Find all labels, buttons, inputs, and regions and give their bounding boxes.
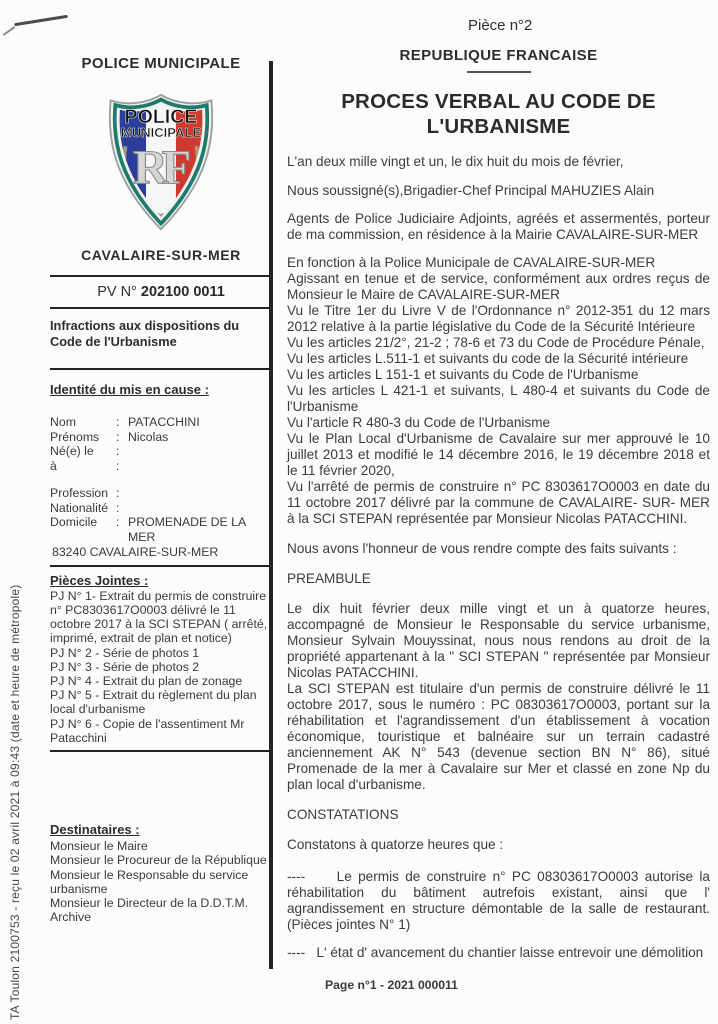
pj-item: PJ N° 3 - Série de photos 2 (50, 659, 200, 674)
vu-item: Vu les articles 21/2°, 21-2 ; 78-6 et 73 du Code de Procédure Pénale, (287, 334, 705, 350)
identity-label: Profession (50, 486, 109, 501)
identity-row (50, 459, 272, 474)
identity-row (50, 415, 272, 430)
vu-item: Vu le Plan Local d'Urbanisme de Cavalaire sur mer approuvé le 10 juillet 2013 et modifié le 14 décembre 2016, le 19 décembre 2018 et le 11 février 2020, (287, 430, 710, 478)
identity-label: Domicile (50, 515, 98, 530)
identity-value (128, 444, 272, 459)
sidebar-rule (50, 565, 272, 567)
vu-item: Vu les articles L.511-1 et suivants du code de la Sécurité intérieure (287, 350, 689, 366)
identity-colon: : (116, 515, 120, 530)
vu-item: Vu l'arrêté de permis de construire n° PC 8303617O0003 en date du 11 octobre 2017 délivré par la commune de CAVALAIRE- SUR- MER à la SCI STEPAN représentée par Monsieur Nicolas PATACCHINI. (287, 478, 710, 526)
identity-label: Nationalité (50, 500, 109, 515)
sidebar-rule (50, 750, 272, 752)
vu-item: Vu l'article R 480-3 du Code de l'Urbanisme (287, 414, 551, 430)
badge-municipale-text: MUNICIPALE (120, 124, 202, 140)
vu-block (287, 255, 710, 527)
vu-item: Vu le Titre 1er du Livre V de l'Ordonnance n° 2012-351 du 12 mars 2012 relative à la partie législative du Code de la Sécurité Intérieure (287, 302, 710, 334)
badge-shield-icon (105, 87, 217, 237)
destinataire-item: Archive (50, 910, 92, 925)
vu-item: Agissant en tenue et de service, conformément aux ordres reçus de Monsieur le Maire de CAVALAIRE-SUR-MER (287, 270, 710, 302)
sidebar (50, 55, 272, 924)
republic-underline (467, 71, 531, 73)
pj-item: PJ N° 2 - Série de photos 1 (50, 645, 200, 660)
constatations-heading: CONSTATATIONS (287, 806, 399, 822)
identity-value (128, 501, 272, 516)
identity-colon: : (116, 444, 120, 459)
vu-item: En fonction à la Police Municipale de CAVALAIRE-SUR-MER (287, 254, 656, 270)
constatons-line: Constatons à quatorze heures que : (287, 836, 504, 852)
preambule-heading: PREAMBULE (287, 570, 371, 586)
pieces-jointes-title: Pièces Jointes : (50, 572, 149, 588)
paragraph-soussigne: Nous soussigné(s),Brigadier-Chef Principal MAHUZIES Alain (287, 182, 655, 198)
identity-section (50, 382, 272, 560)
identity-value: PATACCHINI (128, 415, 200, 430)
pv-label: PV N° (97, 283, 137, 300)
destinataire-item: Monsieur le Maire (50, 839, 148, 854)
destinataire-item: Monsieur le Directeur de la D.D.T.M. (50, 896, 249, 910)
document-title: PROCES VERBAL AU CODE DE L'URBANISME (341, 89, 656, 138)
tribunal-receipt-stamp: TA Toulon 2100753 - reçu le 02 avril 2021 à 09:43 (date et heure de métropole) (8, 584, 22, 1020)
constat-item: ---- Le permis de construire n° PC 08303617O0003 autorise la réhabilitation du bâtiment autrefois existant, ainsi que l' agrandissement en structure démontable de la salle de restaurant. (Pièces jointes N° 1) (287, 868, 710, 932)
identity-gap (50, 473, 272, 486)
identity-colon: : (116, 486, 120, 501)
identity-label: à (50, 458, 57, 473)
pieces-jointes-section (50, 573, 272, 745)
scan-artifact-line (14, 15, 68, 26)
destinataire-item: Monsieur le Procureur de la République (50, 853, 267, 868)
identity-label: Nom (50, 415, 76, 430)
identity-address-line: 83240 CAVALAIRE-SUR-MER (52, 545, 219, 560)
pj-item: PJ N° 6 - Copie de l'assentiment Mr Patacchini (50, 716, 245, 745)
identity-value: Nicolas (128, 429, 169, 444)
identity-row (50, 501, 272, 516)
identity-row (50, 444, 272, 459)
identity-row (50, 515, 272, 544)
identity-label: Né(e) le (50, 444, 94, 459)
paragraph-agents: Agents de Police Judiciaire Adjoints, agréés et assermentés, porteur de ma commission, en résidence à la Mairie CAVALAIRE-SUR-MER (287, 210, 710, 242)
pj-item: PJ N° 5 - Extrait du règlement du plan local d'urbanisme (50, 688, 257, 717)
identity-colon: : (116, 415, 120, 430)
police-municipale-badge (105, 87, 217, 237)
pv-number: 202100 0011 (140, 283, 225, 300)
paragraph-date: L'an deux mille vingt et un, le dix huit du mois de février, (287, 153, 624, 169)
preambule-paragraph: La SCI STEPAN est titulaire d'un permis de construire délivré le 11 octobre 2017, sous le numéro : PC 08303617O0003, portant sur la réhabilitation et l'agrandissement d'un établissement à vocation économique, touristique et balnéaire sur un terrain cadastré anciennement AK N° 543 (devenue section BN N° 86), situé Promenade de la mer à Cavalaire sur Mer et classé en zone Np du plan local d'urbanisme. (287, 680, 710, 792)
identity-label: Prénoms (50, 429, 100, 444)
identity-value (128, 459, 272, 474)
destinataires-section (50, 822, 272, 924)
preambule-paragraph: Le dix huit février deux mille vingt et un à quatorze heures, accompagné de Monsieur le Responsable du service urbanisme, Monsieur Sylvain Mouyssinat, nous nous rendons au droit de la propriété appartenant à la " SCI STEPAN " représentée par Monsieur Nicolas PATACCHINI. (287, 600, 710, 680)
identity-colon: : (116, 458, 120, 473)
vu-item: Vu les articles L 151-1 et suivants du Code de l'Urbanisme (287, 366, 639, 382)
city-name: CAVALAIRE-SUR-MER (81, 246, 241, 263)
scan-artifact-mark (3, 26, 16, 36)
piece-number-label: Pièce n°2 (468, 17, 533, 34)
sidebar-rule (50, 368, 272, 370)
main-column (287, 48, 710, 993)
destinataire-item: Monsieur le Responsable du service urbanisme (50, 867, 249, 896)
paragraph-honneur: Nous avons l'honneur de vous rendre compte des faits suivants : (287, 540, 677, 556)
identity-title: Identité du mis en cause : (50, 381, 209, 397)
pj-item: PJ N° 4 - Extrait du plan de zonage (50, 673, 243, 688)
republic-title: REPUBLIQUE FRANCAISE (399, 47, 598, 64)
identity-colon: : (116, 429, 120, 444)
org-title: POLICE MUNICIPALE (81, 55, 241, 72)
identity-value: PROMENADE DE LA MER (128, 515, 246, 544)
vu-item: Vu les articles L 421-1 et suivants, L 480-4 et suivants du Code de l'Urbanisme (287, 382, 710, 414)
sidebar-rule (50, 307, 272, 309)
identity-value (128, 486, 272, 501)
page-footer: Page n°1 - 2021 000011 (325, 977, 458, 992)
badge-police-text: POLICE (124, 105, 198, 128)
pj-item: PJ N° 1- Extrait du permis de construire n° PC8303617O0003 délivré le 11 octobre 2017 à la SCI STEPAN ( arrêté, imprimé, extrait de plan et notice) (50, 588, 268, 646)
destinataires-title: Destinataires : (50, 821, 140, 837)
identity-row (50, 430, 272, 445)
identity-colon: : (116, 500, 120, 515)
pv-number-box (50, 277, 272, 307)
infractions-note: Infractions aux dispositions du Code de l'Urbanisme (50, 317, 240, 349)
constat-item: ---- L' état d' avancement du chantier laisse entrevoir une démolition (287, 944, 704, 960)
identity-row (50, 486, 272, 501)
badge-rf-monogram: RF (133, 141, 185, 195)
